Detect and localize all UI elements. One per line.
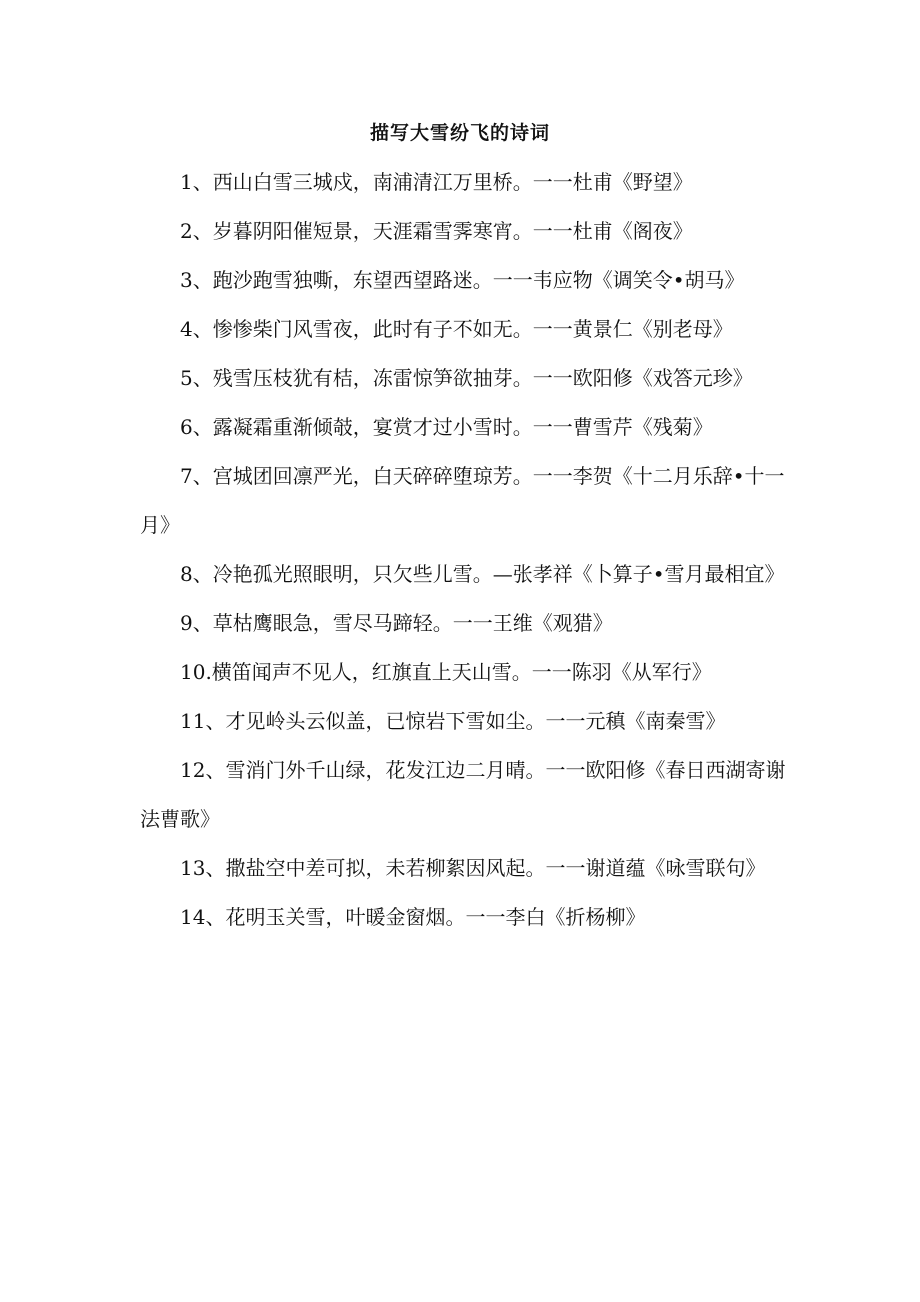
poem-line-11: 11、才见岭头云似盖，已惊岩下雪如尘。一一元稹《南秦雪》 <box>180 709 726 733</box>
poem-line-3: 3、跑沙跑雪独嘶，东望西望路迷。一一韦应物《调笑令•胡马》 <box>180 268 745 292</box>
poem-line-13: 13、撒盐空中差可拟，未若柳絮因风起。一一谢道蕴《咏雪联句》 <box>180 856 766 880</box>
poem-line-9: 9、草枯鹰眼急，雪尽马蹄轻。一一王维《观猎》 <box>180 611 613 635</box>
poem-list <box>140 158 790 942</box>
poem-line-12: 12、雪消门外千山绿，花发江边二月晴。一一欧阳修《春日西湖寄谢法曹歌》 <box>140 758 786 831</box>
poem-line-5: 5、残雪压枝犹有桔，冻雷惊笋欲抽芽。一一欧阳修《戏答元珍》 <box>180 366 753 390</box>
document-title: 描写大雪纷飞的诗词 <box>369 122 550 144</box>
poem-line-14: 14、花明玉关雪，叶暖金窗烟。一一李白《折杨柳》 <box>180 905 646 929</box>
poem-line-7: 7、宫城团回凛严光，白天碎碎堕琼芳。一一李贺《十二月乐辞•十一月》 <box>140 464 785 537</box>
poem-line-10: 10.横笛闻声不见人，红旗直上天山雪。一一陈羽《从军行》 <box>180 660 712 684</box>
poem-line-4: 4、惨惨柴门风雪夜，此时有子不如无。一一黄景仁《别老母》 <box>180 317 733 341</box>
poem-line-6: 6、露凝霜重渐倾攲，宴赏才过小雪时。一一曹雪芹《残菊》 <box>180 415 713 439</box>
poem-line-1: 1、西山白雪三城戍，南浦清江万里桥。一一杜甫《野望》 <box>180 170 693 194</box>
poem-line-8: 8、冷艳孤光照眼明，只欠些儿雪。—张孝祥《卜算子•雪月最相宜》 <box>180 562 785 586</box>
poem-line-2: 2、岁暮阴阳催短景，天涯霜雪霁寒宵。一一杜甫《阁夜》 <box>180 219 693 243</box>
